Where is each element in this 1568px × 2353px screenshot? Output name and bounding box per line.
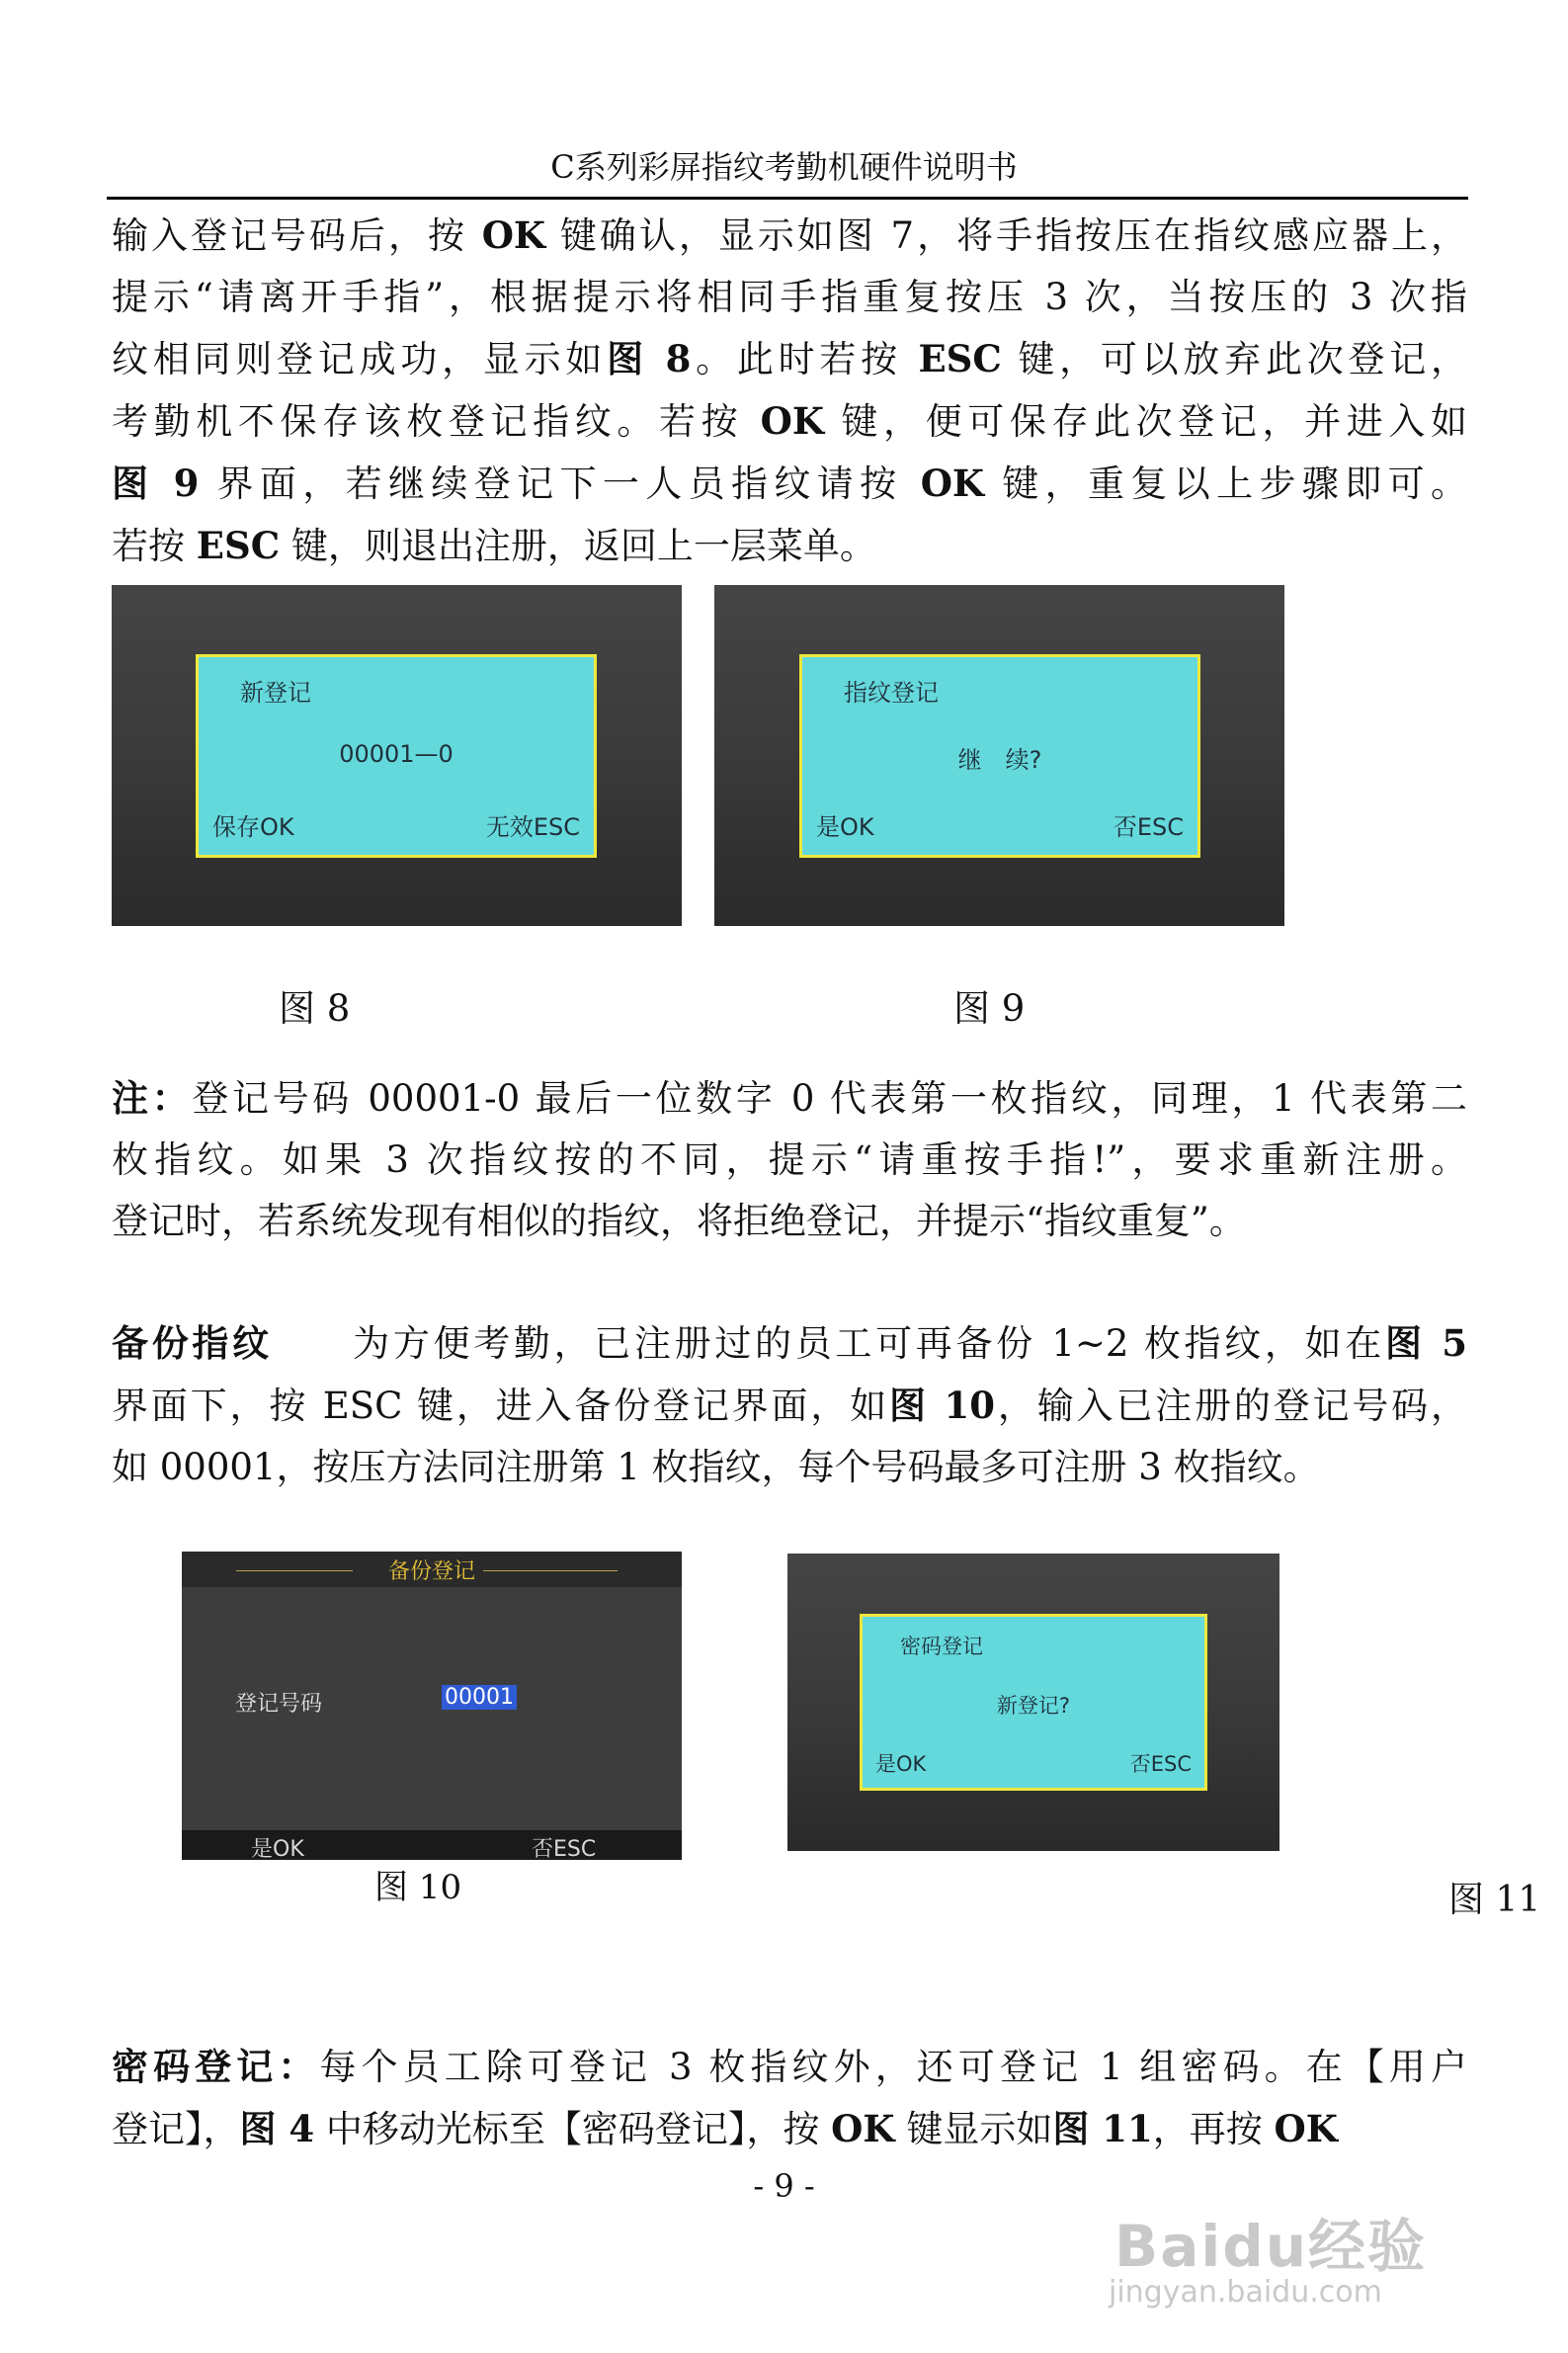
text-line <box>112 1375 1467 1437</box>
invalid-esc-option: 无效ESC <box>485 813 580 841</box>
text-segment: ，输入已注册的登记号码， <box>995 1385 1468 1427</box>
text-line <box>112 2098 1467 2160</box>
new-registration-prompt: 新登记? <box>996 1694 1071 1718</box>
dialog-title: 密码登记 <box>900 1635 983 1658</box>
backup-bottom-bar <box>182 1830 682 1860</box>
text-segment: 输入登记号码后，按 <box>112 214 482 257</box>
figure-10-screen <box>182 1552 682 1860</box>
text-segment: 。此时若按 <box>691 338 919 380</box>
no-esc-option: 否ESC <box>532 1837 597 1862</box>
bold-text: 图 5 <box>1384 1321 1467 1365</box>
page-header: C系列彩屏指纹考勤机硬件说明书 <box>550 148 1018 186</box>
text-segment: 登记时，若系统发现有相似的指纹，将拒绝登记，并提示“指纹重复”。 <box>112 1200 1246 1242</box>
baidu-watermark-logo: Baidu经验 <box>1114 2213 1428 2280</box>
dialog-title: 指纹登记 <box>844 679 939 707</box>
yes-ok-option: 是OK <box>251 1837 304 1862</box>
bold-text: 图 11 <box>1052 2107 1153 2150</box>
text-segment: 键显示如 <box>894 2108 1053 2150</box>
text-line <box>112 328 1467 390</box>
text-line <box>112 1312 1467 1375</box>
figure-8-screen <box>112 585 682 926</box>
text-segment: 键，便可保存此次登记，并进入如 <box>824 400 1467 443</box>
text-segment: 界面下，按 ESC 键，进入备份登记界面，如 <box>112 1385 889 1427</box>
bold-text: 备份指纹 <box>112 1321 273 1365</box>
baidu-watermark-url: jingyan.baidu.com <box>1109 2275 1382 2310</box>
paragraph-registration <box>112 205 1467 577</box>
figure-11-caption: 图 11 <box>1448 1880 1541 1920</box>
bold-text: 图 8 <box>607 337 692 380</box>
figure-8-caption: 图 8 <box>279 987 351 1030</box>
fingerprint-registration-dialog <box>799 654 1200 858</box>
text-line <box>112 1130 1467 1191</box>
text-line <box>112 267 1467 328</box>
text-segment: 为方便考勤，已注册过的员工可再备份 1~2 枚指纹，如在 <box>272 1322 1385 1365</box>
text-segment: 界面，若继续登记下一人员指纹请按 <box>199 462 921 505</box>
yes-ok-option: 是OK <box>875 1752 927 1776</box>
bold-text: OK <box>760 399 824 443</box>
figure-11-screen <box>787 1554 1279 1851</box>
bold-text: OK <box>481 213 546 257</box>
figure-10-caption: 图 10 <box>374 1868 462 1907</box>
no-esc-option: 否ESC <box>1129 1752 1192 1776</box>
bold-text: 密码登记： <box>112 2045 320 2088</box>
bold-text: 图 4 <box>239 2107 315 2150</box>
title-rule-right <box>483 1570 618 1571</box>
text-line <box>112 1067 1467 1130</box>
text-line <box>112 1437 1467 1498</box>
backup-title-bar <box>182 1552 682 1587</box>
text-segment: 键，重复以上步骤即可。 <box>984 462 1467 505</box>
bold-text: 注： <box>112 1076 193 1120</box>
registration-number-input[interactable] <box>442 1685 517 1710</box>
bold-text: 图 9 <box>112 462 200 505</box>
dialog-title: 新登记 <box>240 679 311 707</box>
text-line <box>112 515 1467 577</box>
new-registration-dialog <box>196 654 597 858</box>
text-line <box>112 390 1467 453</box>
text-segment: 若按 <box>112 525 197 567</box>
figure-9-screen <box>714 585 1284 926</box>
text-line <box>112 1191 1467 1252</box>
paragraph-password-registration <box>112 2036 1467 2160</box>
bold-text: OK <box>1274 2107 1338 2150</box>
figure-9-caption: 图 9 <box>953 987 1026 1030</box>
text-segment: 键，可以放弃此次登记， <box>1001 338 1467 380</box>
continue-prompt: 继 续? <box>957 746 1042 774</box>
text-segment: 如 00001，按压方法同注册第 1 枚指纹，每个号码最多可注册 3 枚指纹。 <box>112 1446 1320 1488</box>
page-number: - 9 - <box>753 2167 815 2205</box>
text-segment: ，再按 <box>1152 2108 1275 2150</box>
bold-text: 图 10 <box>888 1384 996 1427</box>
bold-text: OK <box>920 462 985 505</box>
header-divider <box>107 197 1468 200</box>
text-segment: 登记号码 00001-0 最后一位数字 0 代表第一枚指纹，同理，1 代表第二 <box>192 1077 1468 1120</box>
text-segment: 纹相同则登记成功，显示如 <box>112 338 608 380</box>
text-segment: 键，则退出注册，返回上一层菜单。 <box>280 525 876 567</box>
text-segment: 键确认，显示如图 7，将手指按压在指纹感应器上， <box>545 214 1468 257</box>
text-segment: 考勤机不保存该枚登记指纹。若按 <box>112 400 761 443</box>
yes-ok-option: 是OK <box>816 813 874 841</box>
text-line <box>112 2036 1467 2098</box>
paragraph-note <box>112 1067 1467 1252</box>
text-segment: 登记】， <box>112 2108 240 2150</box>
save-ok-option: 保存OK <box>212 813 294 841</box>
registration-number-label: 登记号码 <box>235 1692 323 1717</box>
paragraph-backup-fingerprint <box>112 1312 1467 1498</box>
bold-text: ESC <box>196 524 281 567</box>
backup-title: 备份登记 <box>387 1559 475 1584</box>
bold-text: OK <box>831 2107 895 2150</box>
registration-number-value: 00001 <box>442 1685 517 1710</box>
no-esc-option: 否ESC <box>1113 813 1184 841</box>
text-segment: 提示“请离开手指”，根据提示将相同手指重复按压 3 次，当按压的 3 次指 <box>112 276 1467 318</box>
text-segment: 每个员工除可登记 3 枚指纹外，还可登记 1 组密码。在【用户 <box>319 2046 1468 2088</box>
text-segment: 中移动光标至【密码登记】，按 <box>314 2108 832 2150</box>
text-line <box>112 453 1467 515</box>
password-registration-dialog <box>860 1614 1207 1791</box>
text-segment: 枚指纹。如果 3 次指纹按的不同，提示“请重按手指!”，要求重新注册。 <box>112 1138 1467 1181</box>
text-line <box>112 205 1467 267</box>
registration-number: 00001—0 <box>339 740 454 768</box>
bold-text: ESC <box>918 337 1002 380</box>
